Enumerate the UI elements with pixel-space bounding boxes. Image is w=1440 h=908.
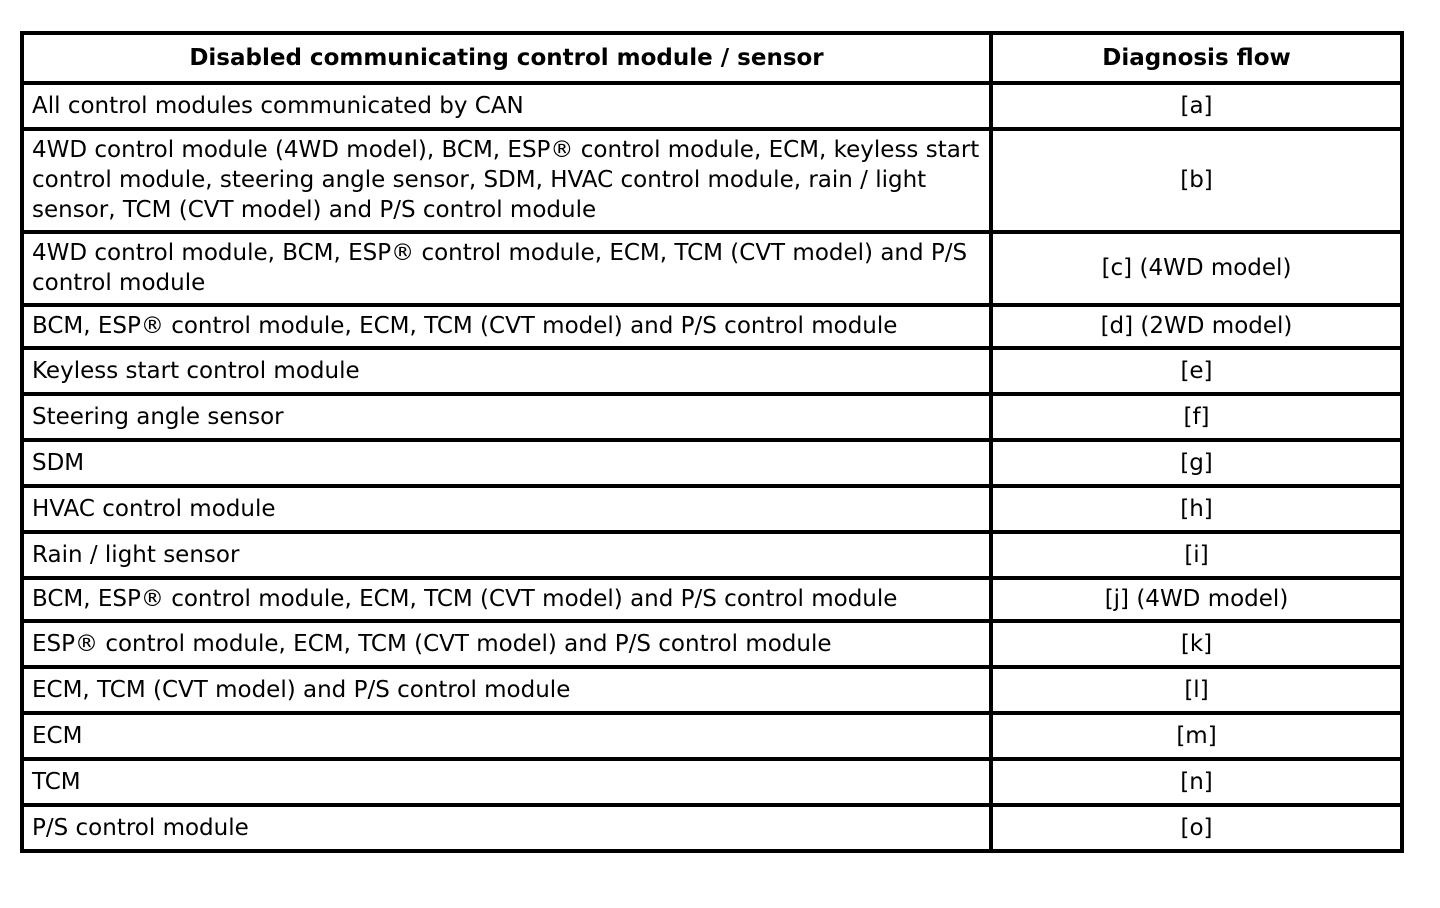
flow-cell: [b] (991, 129, 1402, 232)
flow-cell: [a] (991, 83, 1402, 129)
module-cell: BCM, ESP® control module, ECM, TCM (CVT model) and P/S control module (22, 305, 991, 348)
flow-cell: [c] (4WD model) (991, 232, 1402, 305)
module-cell: ECM, TCM (CVT model) and P/S control module (22, 667, 991, 713)
module-cell: SDM (22, 440, 991, 486)
flow-cell: [m] (991, 713, 1402, 759)
table-row (22, 759, 1402, 805)
flow-cell: [o] (991, 805, 1402, 851)
table-row (22, 394, 1402, 440)
module-cell: Rain / light sensor (22, 532, 991, 578)
module-cell: P/S control module (22, 805, 991, 851)
flow-cell: [n] (991, 759, 1402, 805)
table-row (22, 713, 1402, 759)
table-header-row (22, 33, 1402, 83)
module-cell: BCM, ESP® control module, ECM, TCM (CVT model) and P/S control module (22, 578, 991, 621)
header-module: Disabled communicating control module / sensor (22, 33, 991, 83)
module-cell: ESP® control module, ECM, TCM (CVT model) and P/S control module (22, 621, 991, 667)
table-row (22, 667, 1402, 713)
table-row (22, 440, 1402, 486)
module-cell: ECM (22, 713, 991, 759)
table-row (22, 621, 1402, 667)
module-cell: 4WD control module (4WD model), BCM, ESP® control module, ECM, keyless start control module, steering angle sensor, SDM, HVAC control module, rain / light sensor, TCM (CVT model) and P/S control module (22, 129, 991, 232)
module-cell: All control modules communicated by CAN (22, 83, 991, 129)
table-row (22, 129, 1402, 232)
flow-cell: [h] (991, 486, 1402, 532)
module-cell: TCM (22, 759, 991, 805)
diagnosis-table (20, 31, 1404, 853)
flow-cell: [e] (991, 348, 1402, 394)
flow-cell: [l] (991, 667, 1402, 713)
table-row (22, 232, 1402, 305)
table-row (22, 578, 1402, 621)
table-row (22, 305, 1402, 348)
flow-cell: [f] (991, 394, 1402, 440)
flow-cell: [d] (2WD model) (991, 305, 1402, 348)
flow-cell: [i] (991, 532, 1402, 578)
module-cell: HVAC control module (22, 486, 991, 532)
header-diagnosis-flow: Diagnosis flow (991, 33, 1402, 83)
module-cell: Keyless start control module (22, 348, 991, 394)
flow-cell: [g] (991, 440, 1402, 486)
flow-cell: [k] (991, 621, 1402, 667)
module-cell: Steering angle sensor (22, 394, 991, 440)
table-row (22, 486, 1402, 532)
flow-cell: [j] (4WD model) (991, 578, 1402, 621)
table-row (22, 805, 1402, 851)
module-cell: 4WD control module, BCM, ESP® control module, ECM, TCM (CVT model) and P/S control module (22, 232, 991, 305)
table-row (22, 348, 1402, 394)
table-row (22, 532, 1402, 578)
table-row (22, 83, 1402, 129)
